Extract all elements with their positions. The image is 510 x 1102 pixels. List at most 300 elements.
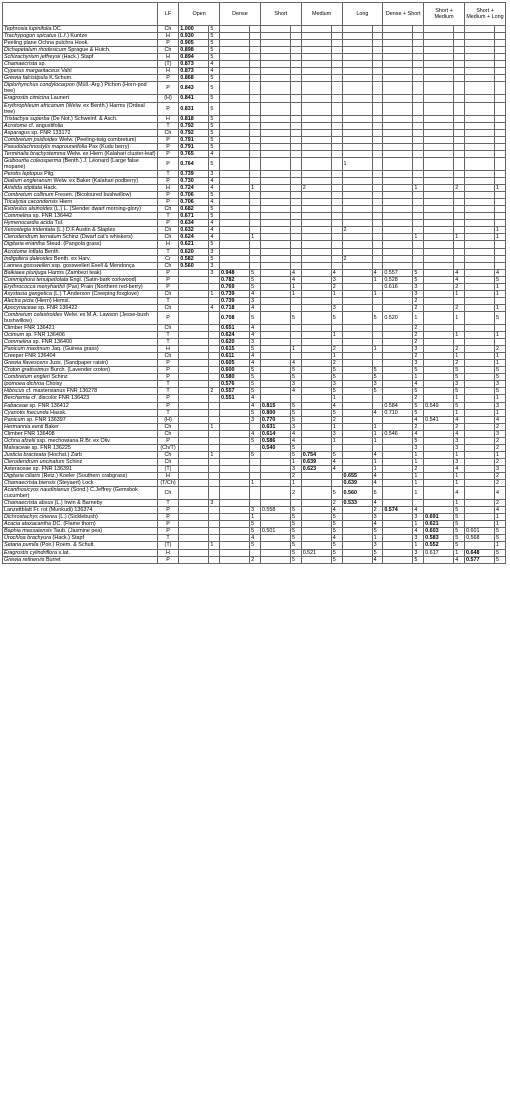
- indicator-value-cell: 0.549: [424, 402, 454, 409]
- species-name-italic: Baikiaea plurijuga: [4, 269, 47, 276]
- table-row: [3, 234, 506, 241]
- indicator-value-cell: [260, 473, 290, 480]
- indicator-value-cell: 1: [342, 157, 372, 170]
- species-authority: cf. discolor FNR 136423: [29, 395, 90, 402]
- frequency-class-cell: [209, 487, 220, 500]
- frequency-class-cell: [331, 26, 342, 33]
- frequency-class-cell: [372, 82, 383, 95]
- indicator-value-cell: [464, 102, 494, 115]
- indicator-value-cell: [260, 95, 290, 102]
- species-authority: (Welw. ex Benth.) Harms (Ordeal tree): [4, 102, 145, 115]
- frequency-class-cell: 1: [413, 521, 424, 528]
- indicator-value-cell: [260, 206, 290, 213]
- frequency-class-cell: 1: [372, 430, 383, 437]
- frequency-class-cell: [495, 75, 506, 82]
- life-form-cell: Ch: [157, 206, 178, 213]
- frequency-class-cell: [372, 234, 383, 241]
- indicator-value-cell: [464, 521, 494, 528]
- frequency-class-cell: 5: [454, 388, 465, 395]
- indicator-value-cell: [260, 213, 290, 220]
- frequency-class-cell: 3: [372, 542, 383, 549]
- indicator-value-cell: [424, 374, 454, 381]
- life-form-cell: P: [157, 102, 178, 115]
- indicator-value-cell: [424, 269, 454, 276]
- frequency-class-cell: 5: [331, 487, 342, 500]
- species-authority: ssp. mechowiana R.Br. ex Oliv.: [35, 437, 111, 444]
- species-name-italic: Tephrosia lupinifolia: [4, 26, 52, 32]
- frequency-class-cell: 5: [209, 241, 220, 248]
- frequency-class-cell: [372, 304, 383, 311]
- species-name-italic: Erythrococca menyharthii: [4, 283, 65, 290]
- frequency-class-cell: [331, 325, 342, 332]
- species-authority: Hassk.: [48, 409, 67, 416]
- frequency-class-cell: 3: [495, 402, 506, 409]
- frequency-class-cell: 5: [454, 514, 465, 521]
- indicator-value-cell: [424, 95, 454, 102]
- frequency-class-cell: 4: [372, 521, 383, 528]
- indicator-value-cell: [220, 26, 250, 33]
- indicator-value-cell: [220, 220, 250, 227]
- indicator-value-cell: [260, 297, 290, 304]
- indicator-value-cell: [179, 325, 209, 332]
- indicator-value-cell: 0.580: [220, 374, 250, 381]
- species-authority: cf. angustifolia: [27, 122, 64, 129]
- indicator-value-cell: [383, 290, 413, 297]
- frequency-class-cell: 4: [413, 430, 424, 437]
- table-row: [3, 136, 506, 143]
- frequency-class-cell: [331, 150, 342, 157]
- indicator-value-cell: [260, 395, 290, 402]
- frequency-class-cell: [331, 473, 342, 480]
- frequency-class-cell: 1: [454, 549, 465, 556]
- indicator-value-cell: [301, 276, 331, 283]
- indicator-value-cell: [383, 255, 413, 262]
- species-name-italic: Eragrostis cimicina: [4, 95, 50, 102]
- table-row: [3, 95, 506, 102]
- life-form-cell: P: [157, 374, 178, 381]
- indicator-value-cell: [342, 423, 372, 430]
- frequency-class-cell: 5: [290, 416, 301, 423]
- indicator-value-cell: [383, 458, 413, 465]
- frequency-class-cell: [331, 199, 342, 206]
- frequency-class-cell: [250, 248, 261, 255]
- indicator-value-cell: [220, 122, 250, 129]
- species-authority: Benth. ex Harv.: [52, 255, 91, 262]
- life-form-cell: P: [157, 82, 178, 95]
- indicator-value-cell: [260, 556, 290, 563]
- indicator-value-cell: [424, 40, 454, 47]
- species-authority: sp.: [37, 61, 46, 68]
- life-form-cell: (T): [157, 542, 178, 549]
- table-row: [3, 26, 506, 33]
- indicator-value-cell: 0.739: [179, 170, 209, 177]
- indicator-value-cell: [179, 444, 209, 451]
- frequency-class-cell: 5: [209, 136, 220, 143]
- indicator-value-cell: 0.560: [342, 487, 372, 500]
- species-name-italic: Commelina: [4, 339, 32, 346]
- indicator-value-cell: [424, 325, 454, 332]
- frequency-class-cell: 2: [454, 360, 465, 367]
- life-form-cell: T: [157, 332, 178, 339]
- frequency-class-cell: 1: [372, 535, 383, 542]
- indicator-value-cell: [424, 82, 454, 95]
- frequency-class-cell: 1: [250, 185, 261, 192]
- frequency-class-cell: [495, 68, 506, 75]
- species-cell: [3, 360, 158, 367]
- table-row: [3, 115, 506, 122]
- frequency-class-cell: 2: [209, 388, 220, 395]
- frequency-class-cell: 4: [413, 416, 424, 423]
- indicator-value-cell: [179, 542, 209, 549]
- species-name-italic: Indigofera daleoides: [4, 255, 53, 262]
- indicator-value-cell: [260, 465, 290, 472]
- life-form-cell: H: [157, 549, 178, 556]
- species-cell: [3, 451, 158, 458]
- indicator-value-cell: [301, 304, 331, 311]
- indicator-value-cell: [424, 143, 454, 150]
- indicator-value-cell: [424, 33, 454, 40]
- species-authority: sp. FNR 136422: [36, 304, 78, 311]
- frequency-class-cell: [290, 206, 301, 213]
- frequency-class-cell: [454, 95, 465, 102]
- species-authority: Vahl: [59, 68, 72, 75]
- indicator-value-cell: [464, 248, 494, 255]
- frequency-class-cell: 2: [372, 507, 383, 514]
- indicator-value-cell: [179, 430, 209, 437]
- indicator-value-cell: [424, 444, 454, 451]
- frequency-class-cell: [290, 241, 301, 248]
- frequency-class-cell: 1: [413, 374, 424, 381]
- frequency-class-cell: 5: [413, 409, 424, 416]
- frequency-class-cell: [331, 262, 342, 269]
- table-row: [3, 61, 506, 68]
- indicator-value-cell: [301, 409, 331, 416]
- species-cell: [3, 213, 158, 220]
- frequency-class-cell: 1: [454, 311, 465, 324]
- frequency-class-cell: [290, 234, 301, 241]
- frequency-class-cell: [209, 283, 220, 290]
- frequency-class-cell: 5: [331, 367, 342, 374]
- frequency-class-cell: 3: [454, 381, 465, 388]
- indicator-value-cell: 0.615: [220, 346, 250, 353]
- indicator-value-cell: [260, 61, 290, 68]
- frequency-class-cell: 1: [413, 451, 424, 458]
- table-row: [3, 430, 506, 437]
- table-row: [3, 40, 506, 47]
- table-row: [3, 444, 506, 451]
- indicator-value-cell: [220, 40, 250, 47]
- indicator-value-cell: 0.691: [424, 514, 454, 521]
- frequency-class-cell: 1: [372, 458, 383, 465]
- table-row: [3, 507, 506, 514]
- species-authority: Pilg.: [42, 170, 55, 177]
- indicator-value-cell: [301, 47, 331, 54]
- header-row: [3, 3, 506, 26]
- indicator-value-cell: [220, 255, 250, 262]
- species-cell: [3, 416, 158, 423]
- indicator-value-cell: [301, 430, 331, 437]
- indicator-value-cell: [424, 234, 454, 241]
- indicator-value-cell: [464, 170, 494, 177]
- indicator-value-cell: [342, 388, 372, 395]
- species-cell: [3, 444, 158, 451]
- frequency-class-cell: [331, 95, 342, 102]
- indicator-value-cell: [260, 143, 290, 150]
- indicator-value-cell: [342, 437, 372, 444]
- species-cell: [3, 61, 158, 68]
- table-row: [3, 423, 506, 430]
- indicator-value-cell: [220, 68, 250, 75]
- table-row: [3, 542, 506, 549]
- frequency-class-cell: 1: [372, 346, 383, 353]
- species-authority: Peeling plane Ochna pulchra Hook.: [4, 40, 89, 47]
- frequency-class-cell: [250, 262, 261, 269]
- indicator-value-cell: [220, 102, 250, 115]
- frequency-class-cell: [454, 220, 465, 227]
- indicator-value-cell: [301, 346, 331, 353]
- species-name-italic: Cyperus margaritaceus: [4, 68, 60, 75]
- indicator-value-cell: 0.576: [220, 381, 250, 388]
- indicator-value-cell: [220, 528, 250, 535]
- indicator-value-cell: 0.541: [424, 416, 454, 423]
- indicator-value-cell: [383, 170, 413, 177]
- indicator-value-cell: [260, 367, 290, 374]
- species-cell: [3, 542, 158, 549]
- frequency-class-cell: [372, 283, 383, 290]
- indicator-value-cell: [464, 507, 494, 514]
- indicator-value-cell: [342, 549, 372, 556]
- species-authority: Welw. ex Baker (Kalahari podberry): [51, 178, 139, 185]
- frequency-class-cell: [413, 102, 424, 115]
- frequency-class-cell: 2: [454, 346, 465, 353]
- indicator-value-cell: [301, 374, 331, 381]
- table-row: [3, 549, 506, 556]
- indicator-value-cell: [464, 458, 494, 465]
- indicator-value-cell: [260, 374, 290, 381]
- frequency-class-cell: 5: [290, 542, 301, 549]
- frequency-class-cell: [331, 192, 342, 199]
- frequency-class-cell: 5: [495, 528, 506, 535]
- indicator-value-cell: [260, 360, 290, 367]
- frequency-class-cell: 3: [331, 304, 342, 311]
- indicator-value-cell: [383, 122, 413, 129]
- indicator-value-cell: [220, 150, 250, 157]
- frequency-class-cell: [413, 95, 424, 102]
- indicator-value-cell: [260, 102, 290, 115]
- indicator-value-cell: [179, 409, 209, 416]
- frequency-class-cell: [372, 297, 383, 304]
- frequency-class-cell: [413, 227, 424, 234]
- indicator-value-cell: [424, 248, 454, 255]
- indicator-value-cell: 0.671: [179, 213, 209, 220]
- frequency-class-cell: 1: [495, 451, 506, 458]
- species-authority: Creeper FNR 136404: [4, 353, 56, 360]
- indicator-value-cell: [301, 367, 331, 374]
- indicator-value-cell: 0.765: [179, 150, 209, 157]
- frequency-class-cell: [250, 241, 261, 248]
- species-cell: [3, 33, 158, 40]
- indicator-value-cell: [464, 129, 494, 136]
- indicator-value-cell: 0.769: [220, 283, 250, 290]
- frequency-class-cell: 2: [495, 346, 506, 353]
- frequency-class-cell: 5: [209, 115, 220, 122]
- indicator-value-cell: [220, 241, 250, 248]
- indicator-value-cell: [220, 437, 250, 444]
- frequency-class-cell: 3: [250, 416, 261, 423]
- frequency-class-cell: [372, 241, 383, 248]
- life-form-cell: T: [157, 535, 178, 542]
- indicator-value-cell: [342, 402, 372, 409]
- indicator-value-cell: [464, 227, 494, 234]
- frequency-class-cell: 1: [372, 465, 383, 472]
- indicator-value-cell: [301, 437, 331, 444]
- frequency-class-cell: [331, 213, 342, 220]
- frequency-class-cell: [290, 325, 301, 332]
- life-form-cell: P: [157, 395, 178, 402]
- table-row: [3, 458, 506, 465]
- frequency-class-cell: 5: [331, 374, 342, 381]
- frequency-class-cell: 3: [454, 437, 465, 444]
- frequency-class-cell: 4: [250, 402, 261, 409]
- life-form-cell: Ch: [157, 304, 178, 311]
- frequency-class-cell: [250, 68, 261, 75]
- frequency-class-cell: [413, 220, 424, 227]
- frequency-class-cell: 5: [290, 514, 301, 521]
- species-authority: (L.) (Sicklebush): [57, 514, 98, 521]
- indicator-value-cell: [342, 178, 372, 185]
- species-authority: (De Not.) Schweinf. & Asch.: [49, 115, 118, 122]
- frequency-class-cell: [372, 332, 383, 339]
- indicator-value-cell: [260, 136, 290, 143]
- species-authority: sp. FNR 136406: [24, 332, 65, 339]
- species-authority: Welw. ex Hiern (Kalahari cluster-leaf): [65, 150, 156, 157]
- species-cell: [3, 283, 158, 290]
- frequency-class-cell: 3: [250, 297, 261, 304]
- species-cell: [3, 507, 158, 514]
- species-name-italic: Clerodendrum ternatum: [4, 234, 61, 241]
- table-row: [3, 276, 506, 283]
- species-name-italic: Acrotome: [4, 122, 28, 129]
- frequency-class-cell: [454, 206, 465, 213]
- indicator-value-cell: [301, 199, 331, 206]
- indicator-value-cell: 0.624: [220, 332, 250, 339]
- frequency-class-cell: [372, 255, 383, 262]
- indicator-value-cell: [220, 542, 250, 549]
- indicator-value-cell: [301, 528, 331, 535]
- species-name-italic: Combretum collinum: [4, 192, 54, 199]
- frequency-class-cell: 4: [290, 360, 301, 367]
- frequency-class-cell: 4: [331, 458, 342, 465]
- life-form-cell: (H): [157, 416, 178, 423]
- frequency-class-cell: [290, 95, 301, 102]
- frequency-class-cell: [372, 416, 383, 423]
- indicator-value-cell: [220, 136, 250, 143]
- indicator-value-cell: [342, 339, 372, 346]
- life-form-cell: T: [157, 170, 178, 177]
- frequency-class-cell: 4: [495, 269, 506, 276]
- frequency-class-cell: [209, 332, 220, 339]
- life-form-cell: P: [157, 283, 178, 290]
- frequency-class-cell: 1: [495, 542, 506, 549]
- table-row: [3, 290, 506, 297]
- frequency-class-cell: 1: [454, 409, 465, 416]
- frequency-class-cell: 5: [209, 95, 220, 102]
- indicator-value-cell: [301, 206, 331, 213]
- indicator-value-cell: [424, 473, 454, 480]
- frequency-class-cell: [250, 549, 261, 556]
- indicator-value-cell: [424, 122, 454, 129]
- indicator-value-cell: [260, 311, 290, 324]
- frequency-class-cell: 5: [413, 402, 424, 409]
- column-header: Dense + Short: [383, 3, 424, 26]
- indicator-value-cell: [383, 388, 413, 395]
- indicator-value-cell: [383, 206, 413, 213]
- life-form-cell: P: [157, 157, 178, 170]
- frequency-class-cell: 1: [209, 290, 220, 297]
- life-form-cell: P: [157, 311, 178, 324]
- frequency-class-cell: [250, 54, 261, 61]
- species-name-italic: Terminalia brachystemma: [4, 150, 66, 157]
- frequency-class-cell: 3: [372, 514, 383, 521]
- indicator-value-cell: [301, 444, 331, 451]
- indicator-value-cell: [383, 234, 413, 241]
- life-form-cell: T: [157, 339, 178, 346]
- indicator-value-cell: [301, 290, 331, 297]
- frequency-class-cell: [413, 500, 424, 507]
- table-row: [3, 54, 506, 61]
- frequency-class-cell: [290, 115, 301, 122]
- species-cell: [3, 234, 158, 241]
- indicator-value-cell: [383, 381, 413, 388]
- indicator-value-cell: [301, 61, 331, 68]
- indicator-value-cell: [464, 514, 494, 521]
- frequency-class-cell: 1: [413, 473, 424, 480]
- indicator-value-cell: [383, 95, 413, 102]
- frequency-class-cell: 4: [454, 430, 465, 437]
- frequency-class-cell: [209, 325, 220, 332]
- table-row: [3, 33, 506, 40]
- species-authority: Taub. (Jasmine pea): [51, 528, 103, 535]
- species-cell: [3, 430, 158, 437]
- table-row: [3, 325, 506, 332]
- indicator-value-cell: [301, 136, 331, 143]
- species-name-italic: Eragrostis cylindriflora: [4, 549, 58, 556]
- species-cell: [3, 276, 158, 283]
- species-authority: (Müll.-Arg.) Pichon (Horn-pod tree): [4, 82, 147, 95]
- indicator-value-cell: [220, 262, 250, 269]
- indicator-value-cell: [179, 381, 209, 388]
- indicator-value-cell: 0.520: [383, 311, 413, 324]
- frequency-class-cell: [413, 178, 424, 185]
- frequency-class-cell: [372, 150, 383, 157]
- frequency-class-cell: 3: [290, 423, 301, 430]
- table-row: [3, 388, 506, 395]
- frequency-class-cell: [250, 255, 261, 262]
- indicator-value-cell: [220, 157, 250, 170]
- column-header: [3, 3, 158, 26]
- species-cell: [3, 95, 158, 102]
- indicator-value-cell: [179, 528, 209, 535]
- indicator-value-cell: [383, 143, 413, 150]
- indicator-value-cell: [424, 199, 454, 206]
- indicator-value-cell: [424, 213, 454, 220]
- indicator-value-cell: [179, 304, 209, 311]
- species-name-italic: Grewia flavescens: [4, 360, 49, 367]
- frequency-class-cell: 5: [290, 409, 301, 416]
- indicator-value-cell: [220, 170, 250, 177]
- table-row: [3, 395, 506, 402]
- indicator-value-cell: [342, 192, 372, 199]
